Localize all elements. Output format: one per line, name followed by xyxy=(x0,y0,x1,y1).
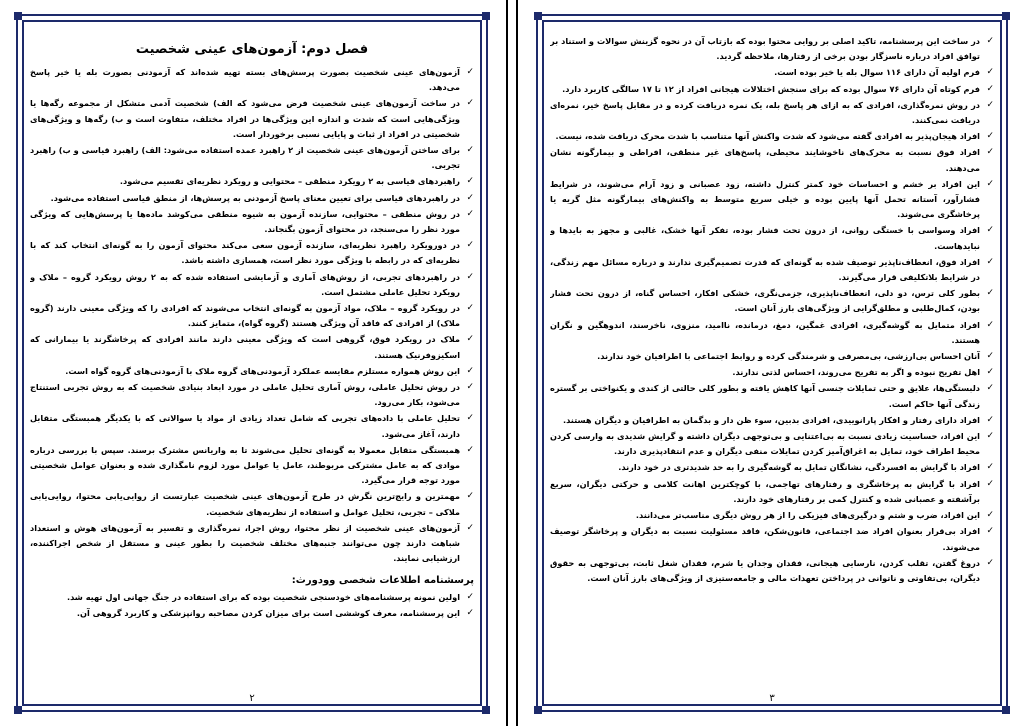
list-item-text: اولین نمونه پرسشنامه‌های خودسنجی شخصیت بوده که برای استفاده در جنگ جهانی اول تهیه شد. xyxy=(66,591,460,602)
section-heading: پرسشنامه اطلاعات شخصی وودورث: xyxy=(291,574,474,586)
page-gutter xyxy=(506,0,518,726)
list-item xyxy=(550,129,994,144)
list-item xyxy=(30,65,474,95)
check-arrow-icon: ✓ xyxy=(986,526,994,537)
check-arrow-icon: ✓ xyxy=(466,271,474,282)
list-item-text: بطور کلی ترس، دو دلی، انعطاف‌ناپذیری، جزمی‌نگری، خشکی افکار، احساس گناه، از درون تحت فشار بودن، کمال‌طلبی و مطلق‌گرایی از ویژگی‌های بارز آنان است. xyxy=(550,288,980,314)
bullet-list xyxy=(30,65,474,567)
corner-ornament xyxy=(1002,706,1010,714)
list-item xyxy=(30,96,474,142)
check-arrow-icon: ✓ xyxy=(466,522,474,533)
corner-ornament xyxy=(14,12,22,20)
check-arrow-icon: ✓ xyxy=(986,414,994,425)
page-edge-line xyxy=(506,0,508,726)
corner-ornament xyxy=(482,706,490,714)
check-arrow-icon: ✓ xyxy=(986,288,994,299)
list-item xyxy=(30,364,474,379)
check-arrow-icon: ✓ xyxy=(986,462,994,473)
list-item-text: مهمترین و رایج‌ترین نگرش در طرح آزمون‌های عینی شخصیت عبارتست از روایی‌یابی محتوا، روایی‌یابی ملاکی – تجربی، تحلیل عوامل و استفاده از نظریه‌های شخصیت. xyxy=(30,491,460,517)
list-item xyxy=(550,177,994,223)
list-item-text: دروغ گفتن، تقلب کردن، نارسایی هیجانی، فقدان وجدان یا شرم، فقدان شغل ثابت، بی‌توجهی به حقوق دیگران، بی‌تفاوتی و ناتوانی در پرداختن تعهدات مالی و جامعه‌ستیزی از ویژگی‌های بارز آنان است. xyxy=(550,557,980,583)
list-item-text: در ساخت این پرسشنامه، تاکید اصلی بر روایی محتوا بوده که بازتاب آن در نحوه گزینش سوالات و استناد بر توافق افراد درباره ناسزگار بودن برخی از رفتارها، ملاحظه گردید. xyxy=(550,36,980,62)
page-number: ۲ xyxy=(249,693,255,704)
list-item-text: این روش همواره مستلزم مقایسه عملکرد آزمودنی‌های گروه ملاک با آزمودنی‌های گروه گواه است. xyxy=(65,365,460,376)
check-arrow-icon: ✓ xyxy=(986,36,994,46)
check-arrow-icon: ✓ xyxy=(466,67,474,77)
page-number: ۳ xyxy=(769,693,775,704)
list-item xyxy=(30,174,474,189)
check-arrow-icon: ✓ xyxy=(986,99,994,110)
list-item xyxy=(550,223,994,253)
check-arrow-icon: ✓ xyxy=(986,67,994,78)
corner-ornament xyxy=(482,12,490,20)
check-arrow-icon: ✓ xyxy=(466,382,474,393)
list-item-text: این افراد، ضرب و شتم و درگیری‌های فیزیکی را از هر روش دیگری مناسب‌تر می‌دانند. xyxy=(635,510,980,521)
list-item xyxy=(550,145,994,175)
section-bullet-list xyxy=(30,590,474,621)
left-page xyxy=(0,0,504,726)
page-edge-line xyxy=(516,0,518,726)
list-item-text: افراد دارای رفتار و افکار پارانوییدی، افرادی بدبین، سوء ظن دار و بدگمان به اطرافیان و دیگران هستند. xyxy=(562,414,980,425)
list-item xyxy=(30,443,474,489)
list-item-text: در راهبردهای تجربی، از روش‌های آماری و آزمایشی استفاده شده که به ۲ روش رویکرد گروه – ملاک و رویکرد تحلیل عاملی مشتمل است. xyxy=(30,271,460,297)
list-item xyxy=(550,34,994,64)
bullet-list xyxy=(550,34,994,586)
left-page-content xyxy=(30,30,474,692)
list-item-text: افراد فوق، انعطاف‌ناپذیر توصیف شده به گونه‌ای که قدرت تصمیم‌گیری ندارند و درباره مسائل مهم زندگی، در شرایط بلاتکلیفی قرار می‌گیرند. xyxy=(550,256,980,283)
list-item-text: افراد هیجان‌پذیر به افرادی گفته می‌شود که شدت واکنش آنها متناسب با شدت محرک دریافت شده، نیست. xyxy=(555,131,980,142)
check-arrow-icon: ✓ xyxy=(466,413,474,424)
list-item-text: ملاک در رویکرد فوق، گروهی است که ویژگی معینی دارند مانند افرادی که پرخاشگرند یا بیمارانی که اسکیزوفرنیک هستند. xyxy=(30,334,460,360)
check-arrow-icon: ✓ xyxy=(986,478,994,489)
list-item-text: افراد فوق نسبت به محرک‌های ناخوشایند محیطی، پاسخ‌های غیر منطقی، افراطی و بیمارگونه نشان می‌دهند. xyxy=(550,147,980,173)
list-item-text: در ساخت آزمون‌های عینی شخصیت فرض می‌شود که الف) شخصیت آدمی متشکل از مجموعه رگه‌ها یا ویژگی‌هایی است که شدت و اندازه این ویژگی‌ها در افراد مختلف، متفاوت است و ب) رگه‌ها و ویژگی‌های شخصیتی در افراد از ثبات و پایایی نسبی برخوردار است. xyxy=(30,98,460,139)
check-arrow-icon: ✓ xyxy=(986,256,994,267)
list-item-text: برای ساختن آزمون‌های عینی شخصیت از ۲ راهبرد عمده استفاده می‌شود: الف) راهبرد قیاسی و ب) راهبرد تجربی. xyxy=(30,145,460,171)
check-arrow-icon: ✓ xyxy=(466,334,474,345)
list-item xyxy=(30,207,474,237)
corner-ornament xyxy=(14,706,22,714)
list-item-text: این پرسشنامه، معرف کوششی است برای میزان کردن مصاحبه روانپزشکی و کاربرد گروهی آن. xyxy=(76,607,460,618)
check-arrow-icon: ✓ xyxy=(986,225,994,236)
check-arrow-icon: ✓ xyxy=(986,431,994,442)
check-arrow-icon: ✓ xyxy=(466,192,474,203)
list-item xyxy=(30,489,474,519)
list-item-text: تحلیل عاملی با داده‌های تجربی که شامل تعداد زیادی از مواد یا سوالاتی که با یکدیگر همبستگی متقابل دارند، آغاز می‌شود. xyxy=(30,413,460,439)
check-arrow-icon: ✓ xyxy=(986,367,994,378)
list-item-text: در روش منطقی – محتوایی، سازنده آزمون به شیوه منطقی می‌کوشد ماده‌ها یا پرسش‌هایی که ویژگی مورد نظر را می‌سنجد، در محتوای آزمون بگنجاند. xyxy=(30,208,460,235)
list-item-text: فرم اولیه آن دارای ۱۱۶ سوال بله یا خیر بوده است. xyxy=(774,67,980,78)
list-item xyxy=(550,413,994,428)
list-item-text: فرم کوتاه آن دارای ۷۶ سوال بوده که برای سنجش اختلالات هیجانی افراد از ۱۲ تا ۱۷ سالگی کاربرد دارد. xyxy=(562,83,980,94)
list-item-text: در راهبردهای قیاسی برای تعیین معنای پاسخ آزمودنی به پرسش‌ها، از منطق قیاسی استفاده می‌شود. xyxy=(50,192,460,203)
list-item xyxy=(550,286,994,316)
list-item-text: افراد وسواسی با خستگی روانی، از درون تحت فشار بوده، تفکر آنها خشک، غالبی و مجهز به بایدها و نبایدهاست. xyxy=(550,225,980,251)
list-item xyxy=(550,556,994,586)
corner-ornament xyxy=(534,12,542,20)
list-item-text: این افراد بر خشم و احساسات خود کمتر کنترل داشته، زود عصبانی و زود آرام می‌شوند، در شرایط فشارآور، آستانه تحمل آنها پایین بوده و خیلی سریع متوسط به واکنش‌های بیمارگونه مثل گریه یا پرخاشگری می‌شوند. xyxy=(550,178,980,220)
list-item-text: اهل تفریح نبوده و اگر به تفریح می‌روند، احساس لذتی ندارند. xyxy=(732,367,980,378)
list-item xyxy=(30,521,474,567)
list-item-text: در رویکرد گروه – ملاک، مواد آزمون به گونه‌ای انتخاب می‌شوند که افرادی را که ویژگی معینی دارند (گروه ملاک) از افرادی که فاقد آن ویژگی هستند (گروه گواه)، متمایز کنند. xyxy=(30,303,460,329)
list-item-text: همبستگی متقابل معمولا به گونه‌ای تحلیل می‌شوند تا به واریانس مشترک برسند. سپس با بررسی درباره موادی که به عامل مشترکی مربوطند، عامل یا عوامل مورد لزوم نامگذاری شده و بعنوان عوامل شخصیتی مورد توجه قرار می‌گیرد. xyxy=(30,444,460,486)
list-item xyxy=(550,508,994,523)
list-item-text: در دورویکرد راهبرد نظریه‌ای، سازنده آزمون سعی می‌کند محتوای آزمون را به گونه‌ای انتخاب کند که با نظریه‌ای که در رابطه با ویژگی مورد نظر است، همسازی داشته باشد. xyxy=(30,240,460,266)
check-arrow-icon: ✓ xyxy=(466,240,474,251)
right-page-content xyxy=(550,34,994,692)
list-item-text: این افراد، حساسیت زیادی نسبت به بی‌اعتنایی و بی‌توجهی دیگران داشته و گرایش شدیدی به وارسی کردن محیط اطراف خود، تمایل به اغراق‌آمیز کردن تمایلات منفی دیگران و عدم انتقادپذیری دارند. xyxy=(550,431,980,457)
list-item-text: دلبستگی‌ها، علایق و حتی تمایلات جنسی آنها کاهش یافته و بطور کلی حالتی از کندی و یکنواختی بر گستره زندگی آنها حاکم است. xyxy=(550,383,980,409)
list-item xyxy=(550,98,994,128)
check-arrow-icon: ✓ xyxy=(986,383,994,394)
corner-ornament xyxy=(534,706,542,714)
list-item-text: افراد بی‌قرار بعنوان افراد ضد اجتماعی، قانون‌شکن، فاقد مسئولیت نسبت به دیگران و پرخاشگر توصیف می‌شوند. xyxy=(550,526,980,552)
check-arrow-icon: ✓ xyxy=(466,444,474,455)
list-item xyxy=(550,349,994,364)
check-arrow-icon: ✓ xyxy=(466,145,474,156)
check-arrow-icon: ✓ xyxy=(466,607,474,618)
check-arrow-icon: ✓ xyxy=(466,176,474,187)
check-arrow-icon: ✓ xyxy=(466,591,474,602)
list-item-text: راهبردهای قیاسی به ۲ رویکرد منطقی – محتوایی و رویکرد نظریه‌ای تقسیم می‌شود. xyxy=(119,176,460,187)
chapter-title: فصل دوم: آزمون‌های عینی شخصیت xyxy=(135,42,369,57)
check-arrow-icon: ✓ xyxy=(986,83,994,94)
check-arrow-icon: ✓ xyxy=(986,351,994,362)
list-item-text: آنان احساس بی‌ارزشی، بی‌مصرفی و شرمندگی کرده و روابط اجتماعی با اطرافیان خود ندارند. xyxy=(597,351,980,362)
list-item xyxy=(30,590,474,605)
check-arrow-icon: ✓ xyxy=(466,491,474,502)
list-item xyxy=(30,191,474,206)
list-item xyxy=(30,332,474,362)
list-item xyxy=(30,238,474,268)
list-item xyxy=(30,143,474,173)
corner-ornament xyxy=(1002,12,1010,20)
list-item xyxy=(550,82,994,97)
list-item xyxy=(550,524,994,554)
check-arrow-icon: ✓ xyxy=(466,208,474,219)
check-arrow-icon: ✓ xyxy=(986,319,994,330)
list-item-text: افراد متمایل به گوشه‌گیری، افرادی غمگین، دمغ، درمانده، ناامید، منزوی، ناخرسند، اندوهگین و نگران هستند. xyxy=(550,319,980,345)
list-item-text: افراد با گرایش به پرخاشگری و رفتارهای تهاجمی، با کوچکترین اهانت کلامی و حرکتی دیگران، سریع برآشفته و عصبانی شده و کنترل کمی بر رفتارهای خود دارند. xyxy=(550,478,980,504)
list-item-text: در روش تحلیل عاملی، روش آماری تحلیل عاملی در مورد ابعاد بنیادی شخصیت که به روش تجربی استنتاج می‌شود، بکار می‌رود. xyxy=(30,382,460,408)
check-arrow-icon: ✓ xyxy=(986,510,994,521)
list-item-text: آزمون‌های عینی شخصیت بصورت پرسش‌های بسته تهیه شده‌اند که آزمودنی بصورت بله یا خیر پاسخ می‌دهد. xyxy=(30,67,460,93)
list-item xyxy=(550,429,994,459)
check-arrow-icon: ✓ xyxy=(986,178,994,189)
list-item xyxy=(550,460,994,475)
check-arrow-icon: ✓ xyxy=(466,98,474,109)
check-arrow-icon: ✓ xyxy=(986,557,994,568)
list-item xyxy=(30,270,474,300)
list-item xyxy=(550,255,994,285)
list-item xyxy=(30,606,474,621)
list-item xyxy=(550,381,994,411)
list-item-text: افراد با گرایش به افسردگی، نشانگان تمایل به گوشه‌گیری را به حد شدیدتری در خود دارند. xyxy=(618,462,980,473)
list-item xyxy=(30,411,474,441)
list-item xyxy=(550,318,994,348)
list-item xyxy=(550,477,994,507)
check-arrow-icon: ✓ xyxy=(466,365,474,376)
list-item xyxy=(550,365,994,380)
check-arrow-icon: ✓ xyxy=(466,303,474,314)
list-item-text: در روش نمره‌گذاری، افرادی که به ازای هر پاسخ بله، یک نمره دریافت کرده و در مقابل پاسخ خیر، نمره‌ای دریافت نمی‌کنند. xyxy=(550,99,980,126)
list-item xyxy=(550,65,994,80)
list-item-text: آزمون‌های عینی شخصیت از نظر محتوا، روش اجرا، نمره‌گذاری و تفسیر به آزمون‌های هوش و استعداد شباهت دارند چون می‌توانند جنبه‌های مختلف شخصیت را بطور عینی و مستقل از شخص اجراکننده، ارزشیابی نمایند. xyxy=(30,522,460,564)
list-item xyxy=(30,380,474,410)
check-arrow-icon: ✓ xyxy=(986,131,994,142)
list-item xyxy=(30,301,474,331)
check-arrow-icon: ✓ xyxy=(986,147,994,158)
right-page xyxy=(520,0,1024,726)
